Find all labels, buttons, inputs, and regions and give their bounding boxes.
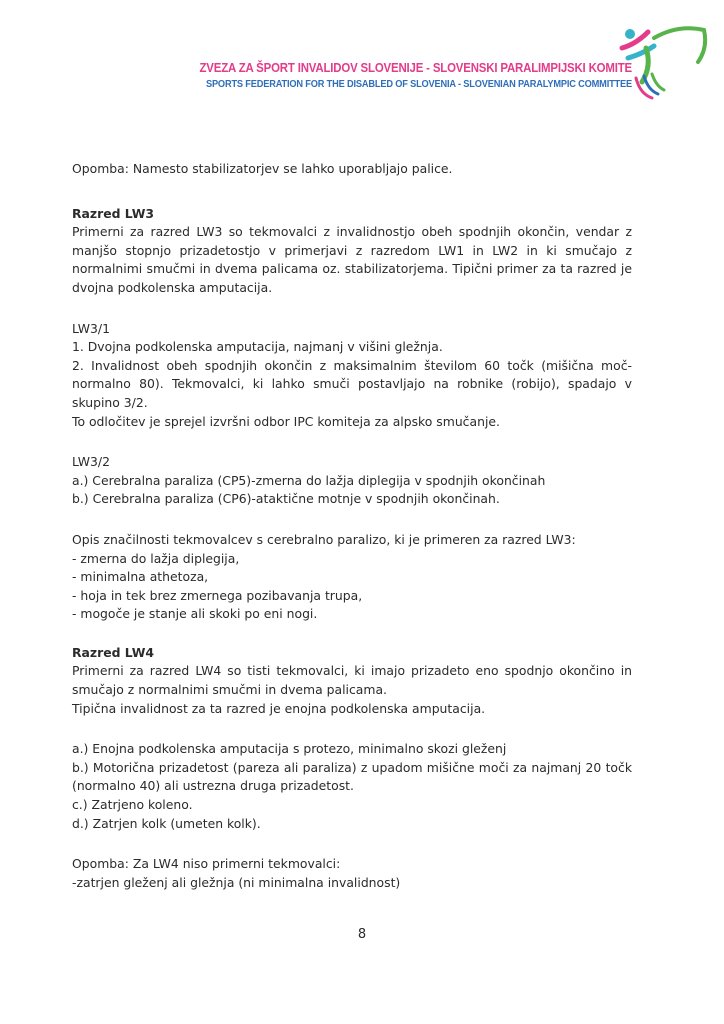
lw4-typical: Tipična invalidnost za ta razred je enojna podkolenska amputacija. — [72, 700, 486, 716]
letterhead — [0, 0, 724, 110]
lw3-1-item: 1. Dvojna podkolenska amputacija, najmanj v višini gležnja. — [72, 339, 443, 355]
cp-list-item: - zmerna do lažja diplegija, — [72, 550, 240, 566]
lw4-item: c.) Zatrjeno koleno. — [72, 797, 193, 813]
cp-description-intro: Opis značilnosti tekmovalcev s cerebralno paralizo, ki je primeren za razred LW3: — [72, 531, 576, 547]
lw3-2-title: LW3/2 — [72, 454, 110, 470]
cp-list-item: - minimalna athetoza, — [72, 569, 209, 585]
heading-lw3: Razred LW3 — [72, 205, 155, 221]
lw4-item: d.) Zatrjen kolk (umeten kolk). — [72, 815, 261, 831]
lw3-1-title: LW3/1 — [72, 320, 110, 336]
lw3-2-item: b.) Cerebralna paraliza (CP6)-ataktične motnje v spodnjih okončinah. — [72, 491, 500, 507]
org-name-english: SPORTS FEDERATION FOR THE DISABLED OF SLOVENIA - SLOVENIAN PARALYMPIC COMMITTEE — [205, 78, 632, 90]
lw4-item: b.) Motorična prizadetost (pareza ali paraliza) z upadom mišične moči za najmanj 20 točk (normalno 40) ali ustrezna druga prizadetost. — [72, 759, 632, 794]
lw3-2-item: a.) Cerebralna paraliza (CP5)-zmerna do lažja diplegija v spodnjih okončinah — [72, 472, 546, 488]
lw3-1-item: To odločitev je sprejel izvršni odbor IPC komiteja za alpsko smučanje. — [72, 413, 500, 429]
note-stabilizers: Opomba: Namesto stabilizatorjev se lahko uporabljajo palice. — [72, 161, 453, 176]
lw4-note-title: Opomba: Za LW4 niso primerni tekmovalci: — [72, 856, 341, 872]
lw4-item: a.) Enojna podkolenska amputacija s protezo, minimalno skozi gleženj — [72, 741, 507, 757]
lw3-1-item: 2. Invalidnost obeh spodnjih okončin z maksimalnim številom 60 točk (mišična moč-normalno 80). Tekmovalci, ki lahko smuči postavljajo na robnike (robijo), spadajo v skupino 3/2. — [72, 357, 632, 410]
lw4-note-line: -zatrjen gleženj ali gležnja (ni minimalna invalidnost) — [72, 874, 401, 890]
document-body — [72, 160, 632, 892]
page-number: 8 — [357, 927, 367, 942]
org-name-slovenian: ZVEZA ZA ŠPORT INVALIDOV SLOVENIJE - SLOVENSKI PARALIMPIJSKI KOMITE — [199, 60, 632, 75]
lw4-intro-paragraph: Primerni za razred LW4 so tisti tekmovalci, ki imajo prizadeto eno spodnjo okončino in smučajo z normalnimi smučmi in dvema palicama. — [72, 663, 632, 698]
heading-lw4: Razred LW4 — [72, 644, 155, 660]
paralympic-logo-icon — [618, 18, 710, 102]
cp-list-item: - hoja in tek brez zmernega pozibavanja trupa, — [72, 587, 363, 603]
lw3-intro-paragraph: Primerni za razred LW3 so tekmovalci z invalidnostjo obeh spodnjih okončin, vendar z manjšo stopnjo prizadetostjo v primerjavi z razredom LW1 in LW2 in ki smučajo z normalnimi smučmi in dvema palicama oz. stabilizatorjema. Tipični primer za ta razred je dvojna podkolenska amputacija. — [72, 224, 632, 295]
cp-list-item: - mogoče je stanje ali skoki po eni nogi. — [72, 606, 318, 622]
